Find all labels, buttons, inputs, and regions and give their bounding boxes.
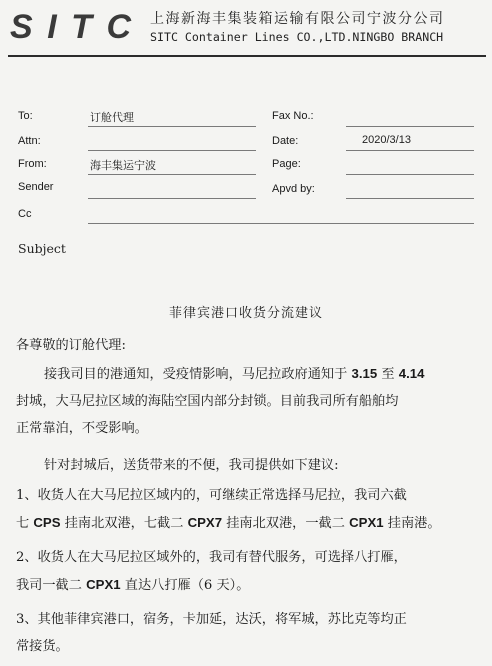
paragraph-1: [16, 360, 482, 442]
paragraph-1-line-1: 接我司目的港通知，受疫情影响，马尼拉政府通知于 3.15 至 4.14: [44, 366, 425, 382]
cc-label: Cc: [18, 208, 32, 220]
sender-underline: [88, 198, 256, 199]
item-2-line-1: 2、收货人在大马尼拉区域外的，我司有替代服务，可选择八打雁，: [16, 550, 407, 565]
item-2: [16, 544, 482, 599]
page-underline: [346, 174, 474, 175]
attn-underline: [88, 150, 256, 151]
attn-label: Attn:: [18, 135, 41, 147]
paragraph-1-line-3: 正常靠泊，不受影响。: [16, 421, 148, 436]
to-label: To:: [18, 110, 33, 122]
company-name-en: SITC Container Lines CO.,LTD.NINGBO BRANCH: [150, 30, 444, 44]
item-1-line-2: 七 CPS 挂南北双港，七截二 CPX7 挂南北双港，一截二 CPX1 挂南港。: [16, 515, 441, 531]
from-label: From:: [18, 158, 47, 170]
page-label: Page:: [272, 158, 301, 170]
sitc-logo: [8, 8, 136, 44]
greeting: 各尊敬的订舱代理:: [16, 338, 126, 353]
from-value: 海丰集运宁波: [90, 159, 156, 172]
subject-label: Subject: [18, 241, 66, 256]
to-value: 订舱代理: [90, 111, 134, 124]
from-underline: [88, 174, 256, 175]
notice-title: 菲律宾港口收货分流建议: [168, 306, 323, 321]
date-label: Date:: [272, 135, 299, 147]
item-1: [16, 482, 482, 537]
to-underline: [88, 126, 256, 127]
paragraph-2-line: 针对封城后，送货带来的不便，我司提供如下建议:: [44, 458, 339, 473]
item-1-line-1: 1、收货人在大马尼拉区域内的，可继续正常选择马尼拉，我司六截: [16, 488, 407, 503]
item-3-line-2: 常接货。: [16, 639, 69, 654]
fax-no-underline: [346, 126, 474, 127]
item-3-line-1: 3、其他菲律宾港口，宿务，卡加延，达沃，将军城，苏比克等均正: [16, 612, 407, 627]
sender-label: Sender: [18, 181, 54, 193]
item-3: [16, 606, 482, 660]
date-underline: [346, 150, 474, 151]
apvd-by-underline: [346, 198, 474, 199]
fax-no-label: Fax No.:: [272, 110, 314, 122]
date-value: 2020/3/13: [362, 134, 411, 146]
paragraph-1-line-2: 封城，大马尼拉区域的海陆空国内部分封锁。目前我司所有船舶均: [16, 394, 399, 409]
apvd-by-label: Apvd by:: [272, 183, 315, 195]
cc-underline: [88, 223, 474, 224]
company-name-cn: 上海新海丰集装箱运输有限公司宁波分公司: [150, 11, 445, 27]
paragraph-2: [16, 452, 482, 479]
item-2-line-2: 我司一截二 CPX1 直达八打雁（6 天）。: [16, 577, 250, 593]
header-divider: [8, 55, 486, 57]
logo-text: SITC: [10, 8, 132, 44]
